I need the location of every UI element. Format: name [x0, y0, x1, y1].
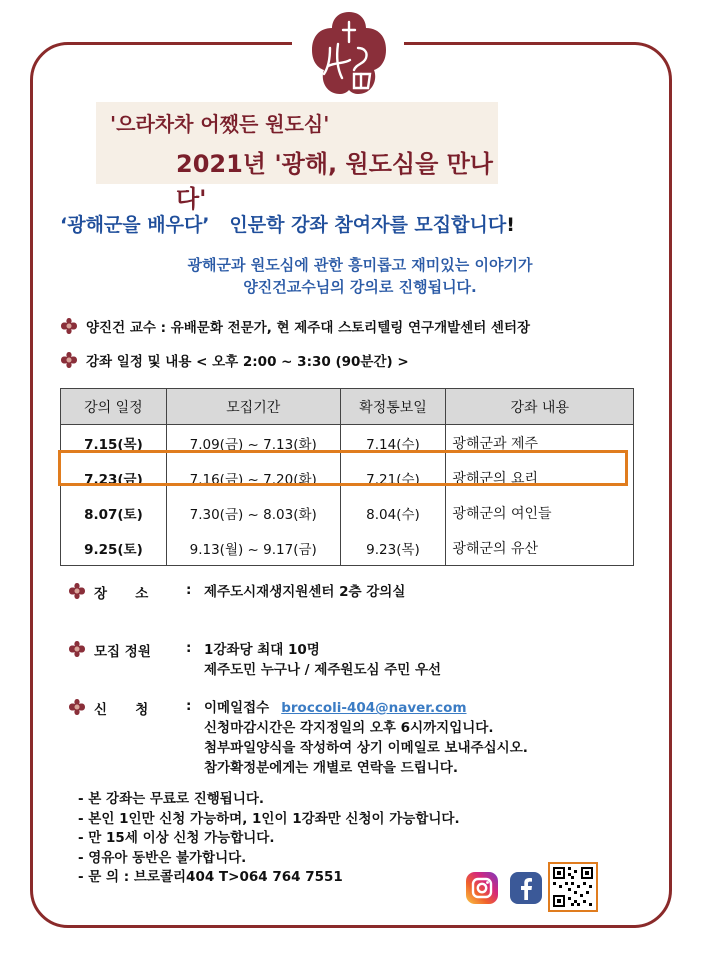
lecture-content: 광해군의 유산 [446, 530, 634, 566]
qr-code-icon[interactable] [548, 862, 598, 912]
note-item: - 만 15세 이상 신청 가능합니다. [78, 830, 275, 846]
lecture-date: 7.15(목) [61, 425, 167, 461]
recruit-period: 7.30(금) ~ 8.03(화) [166, 495, 340, 530]
flower-bullet-icon [68, 582, 86, 600]
apply-section [68, 698, 528, 778]
apply-line-3: 첨부파일양식을 작성하여 상기 이메일로 보내주십시오. [204, 740, 528, 756]
table-row [61, 495, 634, 530]
apply-line-2: 신청마감시간은 각지정일의 오후 6시까지입니다. [204, 720, 494, 736]
capacity-colon: : [186, 640, 192, 656]
notes-list [78, 790, 460, 888]
venue-colon: : [186, 582, 192, 598]
schedule-title [60, 350, 409, 370]
venue-label: 장 소 [94, 586, 149, 602]
headline [60, 210, 515, 237]
banner-slogan: '으라차차 어쨌든 원도심' [110, 112, 330, 136]
apply-method: 이메일접수 [204, 700, 270, 716]
professor-text: 양진건 교수 : 유배문화 전문가, 현 제주대 스토리텔링 연구개발센터 센터장 [86, 320, 531, 336]
table-header: 강의 일정 [61, 389, 167, 425]
lecture-content: 광해군의 요리 [446, 460, 634, 495]
table-header: 확정통보일 [340, 389, 446, 425]
note-item: - 문 의 : 브로콜리404 T>064 764 7551 [78, 869, 343, 885]
professor-info [60, 316, 530, 336]
headline-exclamation: ! [506, 214, 515, 236]
intro-line-2: 양진건교수님의 강의로 진행됩니다. [243, 278, 477, 296]
apply-colon: : [186, 698, 192, 714]
flower-bullet-icon [60, 351, 78, 369]
banner-title: 2021년 '광해, 원도심을 만나다' [176, 150, 493, 213]
note-item: - 본인 1인만 신청 가능하며, 1인이 1강좌만 신청이 가능합니다. [78, 810, 460, 827]
facebook-icon[interactable] [510, 872, 542, 904]
capacity-line-2: 제주도민 누구나 / 제주원도심 주민 우선 [204, 662, 442, 678]
venue-value: 제주도시재생지원센터 2층 강의실 [204, 584, 406, 600]
table-header: 강좌 내용 [446, 389, 634, 425]
table-header-row [61, 389, 634, 425]
flower-bullet-icon [60, 317, 78, 335]
flower-bullet-icon [68, 698, 86, 716]
notice-date: 8.04(수) [340, 495, 446, 530]
title-banner [96, 102, 498, 213]
capacity-section [68, 640, 441, 680]
lecture-content: 광해군의 여인들 [446, 495, 634, 530]
highlight-box [58, 450, 628, 486]
recruit-period: 7.09(금) ~ 7.13(화) [166, 425, 340, 461]
headline-rest: 인문학 강좌 참여자를 모집합니다 [229, 214, 507, 236]
notice-date: 7.14(수) [340, 425, 446, 461]
lecture-content: 광해군과 제주 [446, 425, 634, 461]
note-item: - 본 강좌는 무료로 진행됩니다. [78, 791, 265, 807]
lecture-date: 8.07(토) [61, 495, 167, 530]
note-item: - 영유아 동반은 불가합니다. [78, 849, 247, 866]
lecture-date: 9.25(토) [61, 530, 167, 566]
capacity-line-1: 1강좌당 최대 10명 [204, 642, 320, 658]
notice-date: 7.21(수) [340, 460, 446, 495]
apply-line-4: 참가확정분에게는 개별로 연락을 드립니다. [204, 760, 458, 776]
table-row [61, 530, 634, 566]
venue-section [68, 582, 405, 602]
notice-date: 9.23(목) [340, 530, 446, 566]
apply-label: 신 청 [94, 702, 149, 718]
capacity-label: 모집 정원 [94, 644, 151, 660]
recruit-period: 7.16(금) ~ 7.20(화) [166, 460, 340, 495]
instagram-icon[interactable] [466, 872, 498, 904]
lecture-date: 7.23(금) [61, 460, 167, 495]
schedule-title-text: 강좌 일정 및 내용 < 오후 2:00 ~ 3:30 (90분간) > [86, 354, 409, 370]
headline-quote: ‘광해군을 배우다’ [60, 214, 210, 236]
table-header: 모집기간 [166, 389, 340, 425]
flower-bullet-icon [68, 640, 86, 658]
logo-emblem [308, 8, 390, 100]
email-link[interactable]: broccoli-404@naver.com [281, 700, 467, 716]
intro-line-1: 광해군과 원도심에 관한 흥미롭고 재미있는 이야기가 [187, 256, 533, 274]
recruit-period: 9.13(월) ~ 9.17(금) [166, 530, 340, 566]
